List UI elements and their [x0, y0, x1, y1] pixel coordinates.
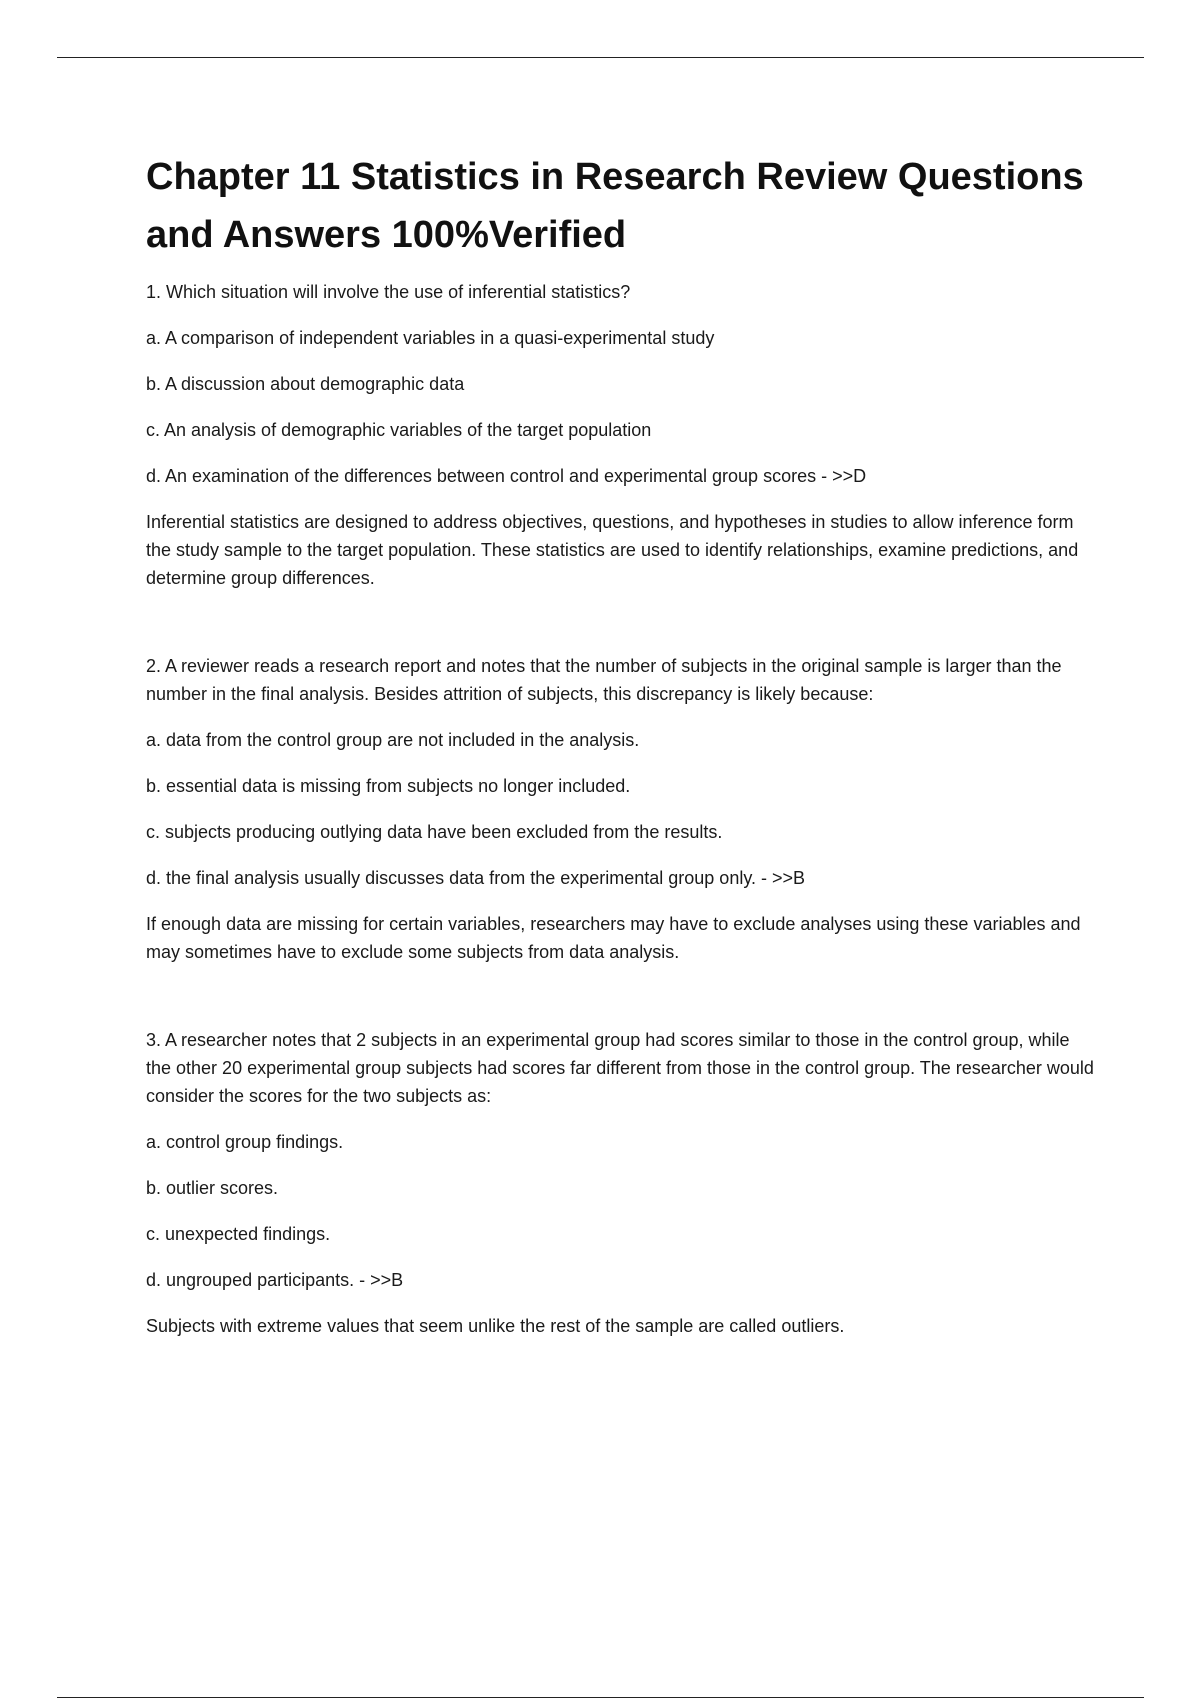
document-body: [146, 148, 1096, 1340]
option-c: c. unexpected findings.: [146, 1224, 331, 1244]
option-b: b. A discussion about demographic data: [146, 374, 465, 394]
option-a: a. control group findings.: [146, 1132, 344, 1152]
spacer: [146, 592, 1096, 652]
explanation: Inferential statistics are designed to address objectives, questions, and hypotheses in studies to allow inference form the study sample to the target population. These statistics are used to identify relationships, examine predictions, and determine group differences.: [146, 512, 1079, 588]
option-d: d. ungrouped participants. - >>B: [146, 1270, 404, 1290]
option-a: a. A comparison of independent variables in a quasi-experimental study: [146, 328, 715, 348]
option-d: d. An examination of the differences between control and experimental group scores - >>D: [146, 466, 867, 486]
bottom-rule: [57, 1697, 1144, 1698]
question-block-3: [146, 1026, 1096, 1340]
spacer: [146, 966, 1096, 1026]
question-block-2: [146, 652, 1096, 966]
option-c: c. subjects producing outlying data have been excluded from the results.: [146, 822, 723, 842]
option-c: c. An analysis of demographic variables of the target population: [146, 420, 652, 440]
question-block-1: [146, 278, 1096, 592]
question-text: 1. Which situation will involve the use of inferential statistics?: [146, 282, 631, 302]
question-text: 2. A reviewer reads a research report and notes that the number of subjects in the original sample is larger than the number in the final analysis. Besides attrition of subjects, this discrepancy is likely because:: [146, 656, 1062, 704]
option-d: d. the final analysis usually discusses data from the experimental group only. - >>B: [146, 868, 806, 888]
explanation: Subjects with extreme values that seem unlike the rest of the sample are called outliers.: [146, 1316, 845, 1336]
option-b: b. essential data is missing from subjects no longer included.: [146, 776, 631, 796]
option-b: b. outlier scores.: [146, 1178, 279, 1198]
page-title: Chapter 11 Statistics in Research Review Questions and Answers 100%Verified: [146, 156, 1084, 256]
question-text: 3. A researcher notes that 2 subjects in an experimental group had scores similar to those in the control group, while the other 20 experimental group subjects had scores far different from those in the control group. The researcher would consider the scores for the two subjects as:: [146, 1030, 1094, 1106]
explanation: If enough data are missing for certain variables, researchers may have to exclude analyses using these variables and may sometimes have to exclude some subjects from data analysis.: [146, 914, 1081, 962]
option-a: a. data from the control group are not included in the analysis.: [146, 730, 640, 750]
top-rule: [57, 57, 1144, 58]
